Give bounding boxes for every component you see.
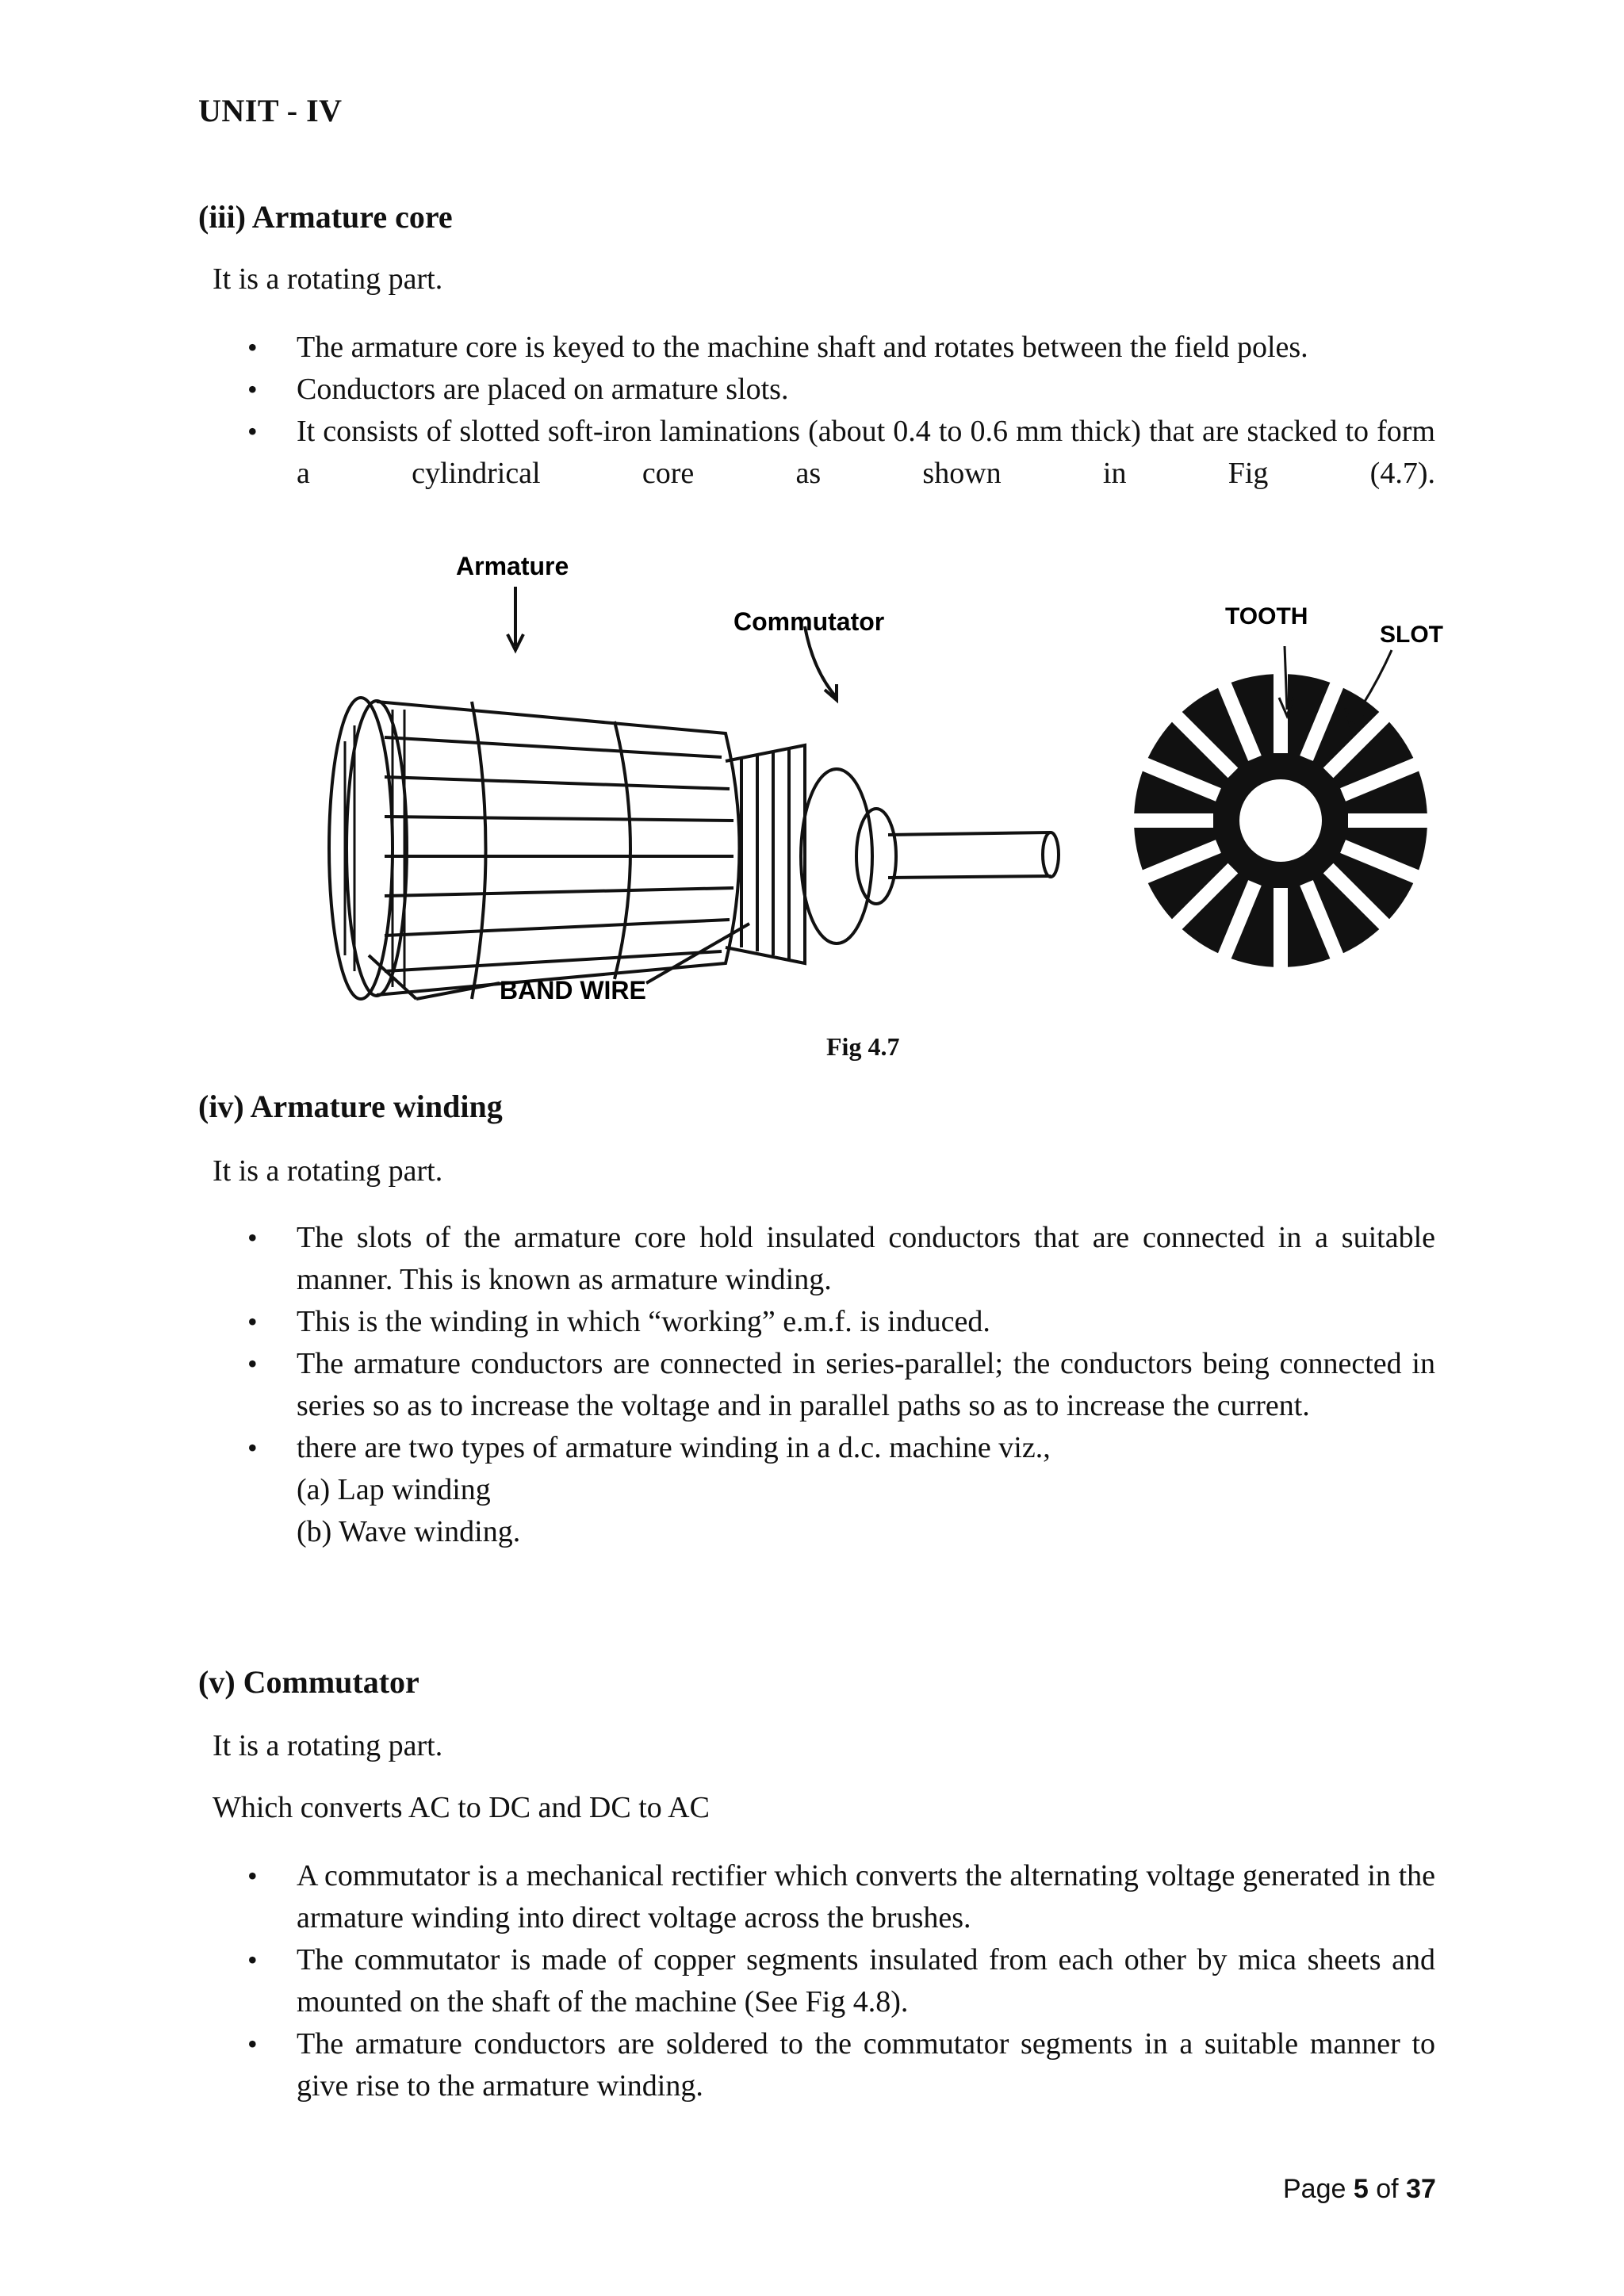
section-intro: It is a rotating part.: [213, 1729, 443, 1762]
list-item: • It consists of slotted soft-iron laminations (about 0.4 to 0.6 mm thick) that are stacked to form a cylindrical core as shown in Fig (4.7).: [198, 411, 1435, 495]
armature-label: Armature: [456, 552, 569, 580]
slot-label: SLOT: [1380, 622, 1443, 648]
section-intro-2: Which converts AC to DC and DC to AC: [213, 1791, 710, 1824]
list-item: • The armature conductors are soldered to the commutator segments in a suitable manner to give rise to the armature winding.: [198, 2023, 1435, 2107]
lamination-illustration: [1114, 591, 1463, 971]
commutator-label: Commutator: [733, 607, 885, 636]
section-title-armature-core: (iii) Armature core: [198, 199, 453, 235]
unit-heading: UNIT - IV: [198, 93, 343, 128]
tooth-label: TOOTH: [1225, 603, 1308, 629]
section-intro: It is a rotating part.: [213, 262, 443, 296]
list-item: • This is the winding in which “working” e.m.f. is induced.: [198, 1301, 1435, 1343]
list-item: • The armature conductors are connected in series-parallel; the conductors being connected in series so as to increase the voltage and in parallel paths so as to increase the current.: [198, 1343, 1435, 1427]
sub-item: (b) Wave winding.: [297, 1515, 521, 1548]
list-item: • A commutator is a mechanical rectifier which converts the alternating voltage generated in the armature winding into direct voltage across the brushes.: [198, 1855, 1435, 1939]
list-item-text: there are two types of armature winding in a d.c. machine viz.,: [297, 1431, 1051, 1464]
bullet-list-commutator: [198, 1855, 1435, 2107]
list-item: [198, 1427, 1435, 1553]
list-item: • The commutator is made of copper segments insulated from each other by mica sheets and mounted on the shaft of the machine (See Fig 4.8).: [198, 1939, 1435, 2023]
section-title-armature-winding: (iv) Armature winding: [198, 1089, 503, 1124]
list-item: • The armature core is keyed to the machine shaft and rotates between the field poles.: [198, 327, 1435, 369]
list-item: • Conductors are placed on armature slots.: [198, 369, 1435, 411]
sub-item: (a) Lap winding: [297, 1473, 491, 1506]
page-prefix: Page: [1283, 2174, 1346, 2204]
page-of: of: [1376, 2174, 1399, 2204]
page-number: [1283, 2174, 1436, 2205]
figure-caption: Fig 4.7: [826, 1032, 900, 1061]
section-intro: It is a rotating part.: [213, 1154, 443, 1188]
section-title-commutator: (v) Commutator: [198, 1664, 419, 1700]
armature-illustration: [313, 551, 1086, 1011]
bullet-list-armature-winding: [198, 1217, 1435, 1553]
page-total: 37: [1406, 2174, 1436, 2204]
list-item: • The slots of the armature core hold insulated conductors that are connected in a suitable manner. This is known as armature winding.: [198, 1217, 1435, 1301]
band-wire-label: BAND WIRE: [500, 976, 646, 1004]
page-current: 5: [1353, 2174, 1369, 2204]
bullet-list-armature-core: [198, 327, 1435, 495]
